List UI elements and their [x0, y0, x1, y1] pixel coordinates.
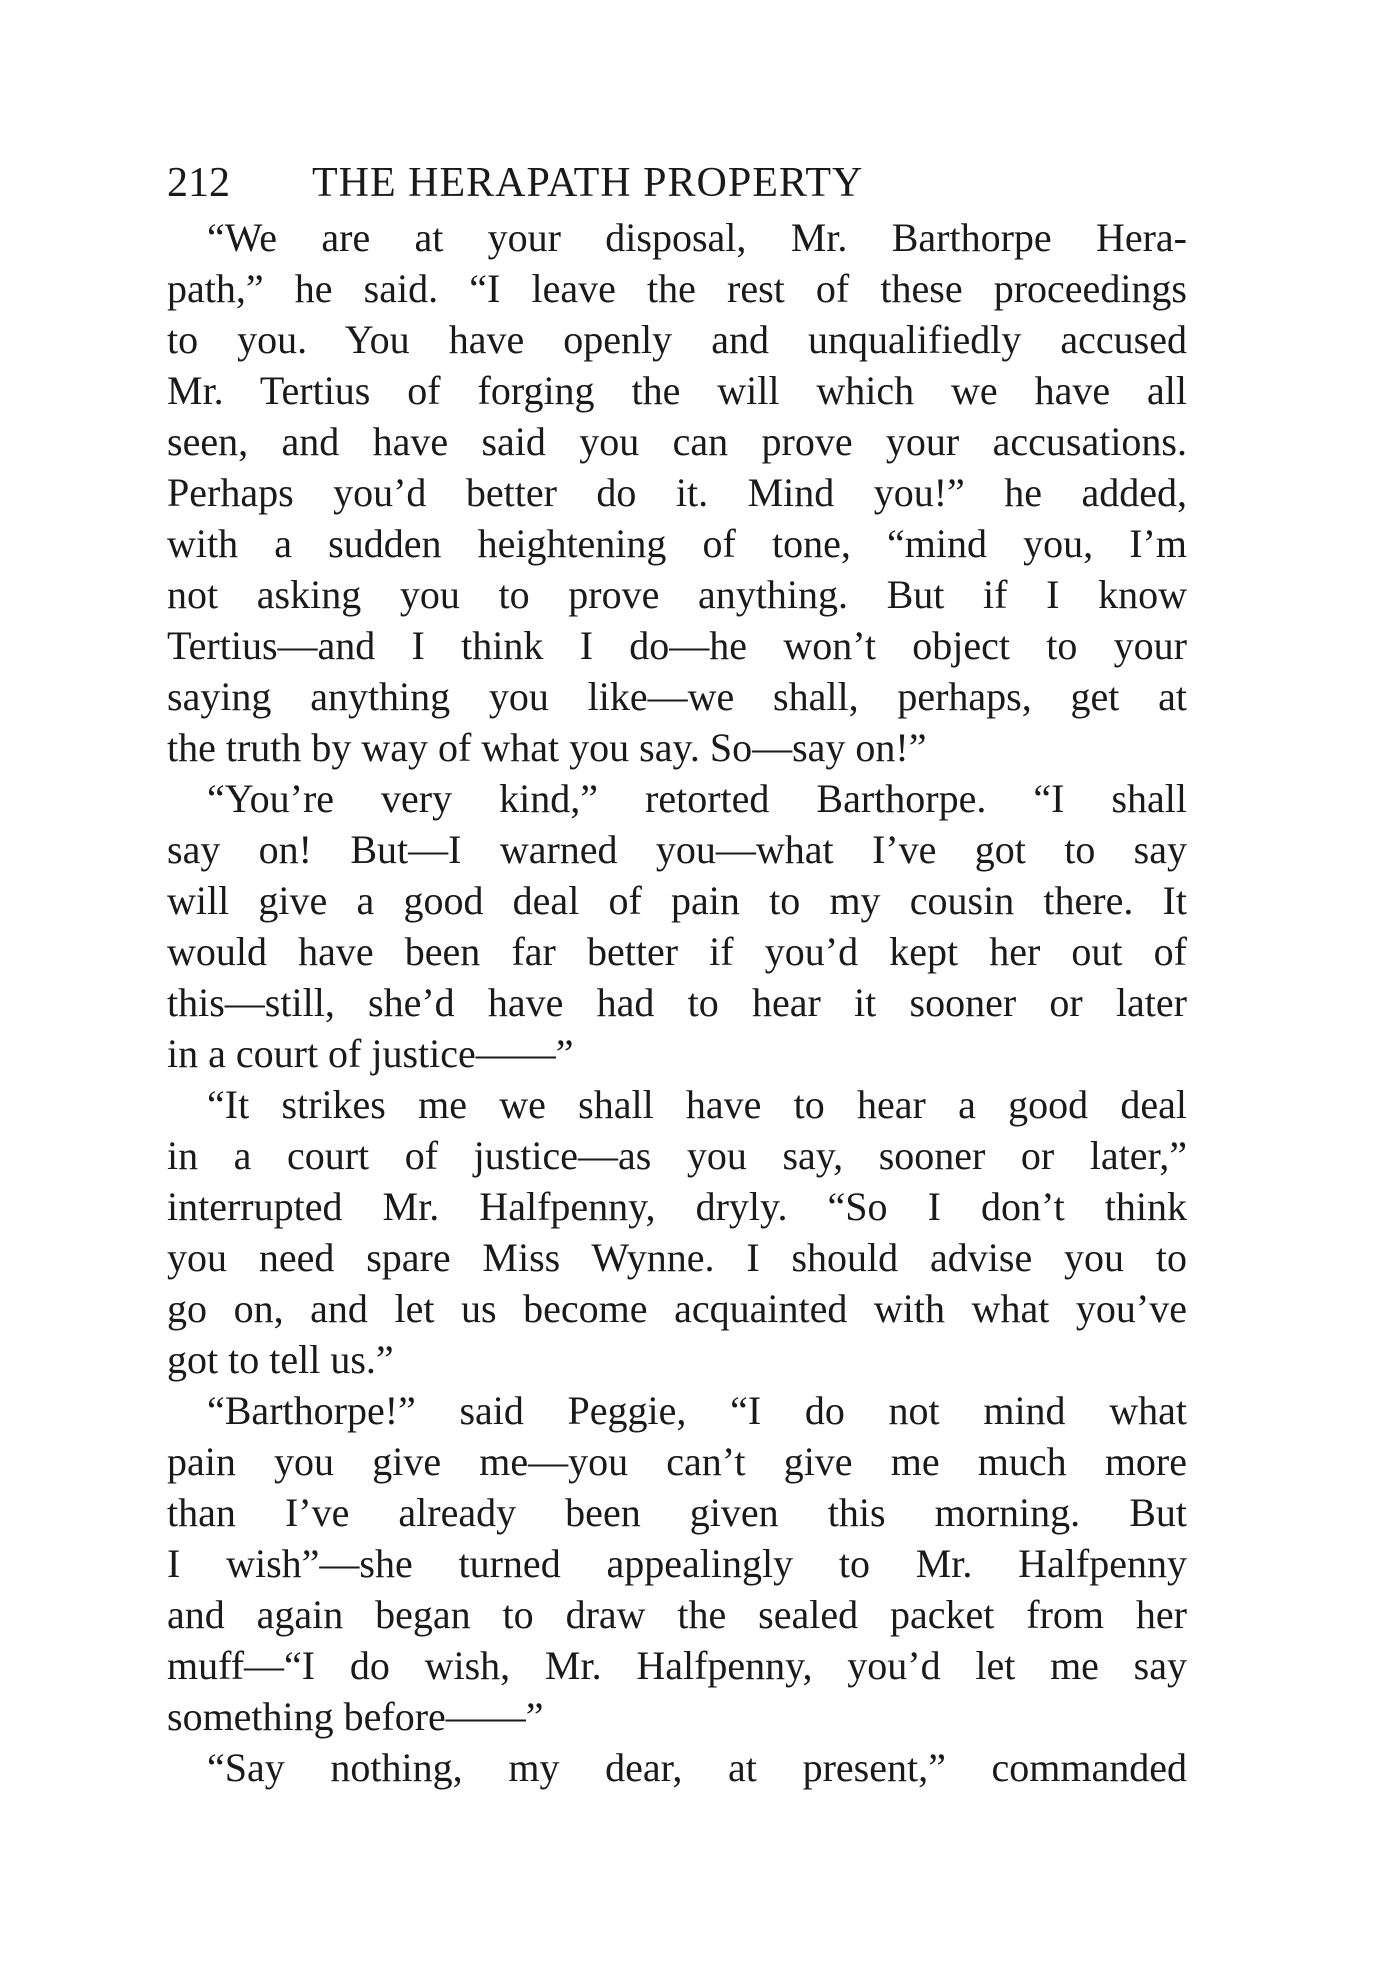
text-line: than I’ve already been given this morning. But [167, 1490, 1187, 1535]
text-line: muff—“I do wish, Mr. Halfpenny, you’d let me say [167, 1643, 1187, 1688]
text-line: this—still, she’d have had to hear it sooner or later [167, 980, 1187, 1025]
running-title: THE HERAPATH PROPERTY [312, 160, 864, 206]
text-line: seen, and have said you can prove your accusations. [167, 419, 1187, 464]
text-line: saying anything you like—we shall, perhaps, get at [167, 674, 1187, 719]
text-line: will give a good deal of pain to my cousin there. It [167, 878, 1187, 923]
text-line: “Say nothing, my dear, at present,” commanded [207, 1745, 1187, 1790]
page-number: 212 [167, 160, 230, 206]
text-line: Perhaps you’d better do it. Mind you!” he added, [167, 470, 1187, 515]
text-line: would have been far better if you’d kept her out of [167, 929, 1187, 974]
text-line: Mr. Tertius of forging the will which we have all [167, 368, 1187, 413]
text-line: “Barthorpe!” said Peggie, “I do not mind what [207, 1388, 1187, 1433]
text-line: and again began to draw the sealed packet from her [167, 1592, 1187, 1637]
text-line: pain you give me—you can’t give me much more [167, 1439, 1187, 1484]
text-line: you need spare Miss Wynne. I should advise you to [167, 1235, 1187, 1280]
running-head [167, 158, 1187, 208]
text-line: interrupted Mr. Halfpenny, dryly. “So I don’t think [167, 1184, 1187, 1229]
text-line: “It strikes me we shall have to hear a good deal [207, 1082, 1187, 1127]
text-line: in a court of justice—as you say, sooner or later,” [167, 1133, 1187, 1178]
text-line: in a court of justice——” [167, 1031, 574, 1076]
text-line: path,” he said. “I leave the rest of these proceedings [167, 266, 1187, 311]
text-line: the truth by way of what you say. So—say on!” [167, 725, 927, 770]
text-line: got to tell us.” [167, 1337, 394, 1382]
text-line: “You’re very kind,” retorted Barthorpe. “I shall [207, 776, 1187, 821]
text-line: go on, and let us become acquainted with what you’ve [167, 1286, 1187, 1331]
text-line: say on! But—I warned you—what I’ve got to say [167, 827, 1187, 872]
text-line: with a sudden heightening of tone, “mind you, I’m [167, 521, 1187, 566]
text-line: not asking you to prove anything. But if I know [167, 572, 1187, 617]
text-line: Tertius—and I think I do—he won’t object to your [167, 623, 1187, 668]
text-line: to you. You have openly and unqualifiedly accused [167, 317, 1187, 362]
text-line: “We are at your disposal, Mr. Barthorpe Hera- [207, 215, 1187, 260]
text-line: I wish”—she turned appealingly to Mr. Halfpenny [167, 1541, 1187, 1586]
body-text [167, 212, 1187, 1793]
text-line: something before——” [167, 1694, 544, 1739]
